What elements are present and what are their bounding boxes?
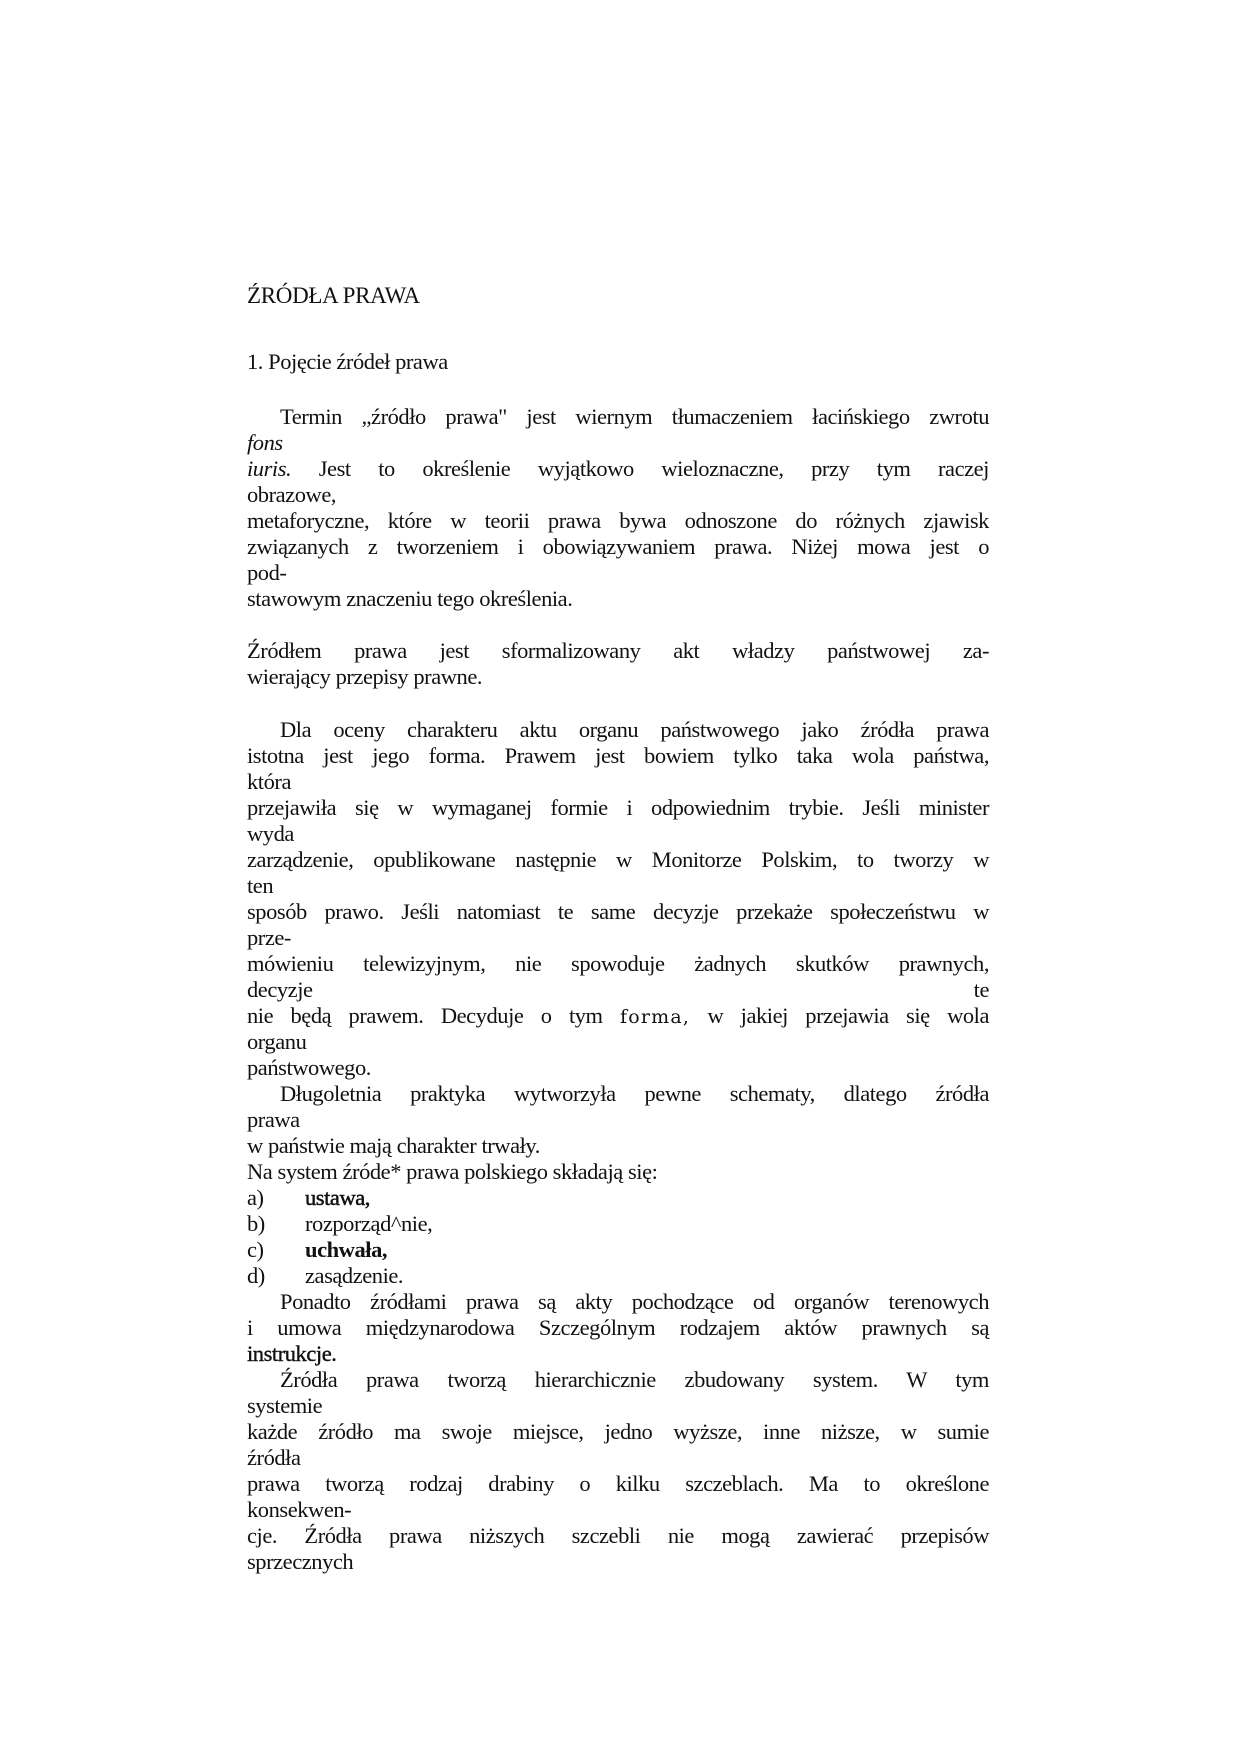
list-text: zasądzenie. bbox=[305, 1263, 404, 1288]
paragraph-line: państwowego. bbox=[247, 1055, 371, 1080]
paragraph-line: Źródła prawa tworzą hierarchicznie zbudowany system. W tym bbox=[280, 1367, 989, 1392]
paragraph-line: sprzecznych bbox=[247, 1549, 354, 1574]
paragraph-line: ten bbox=[247, 873, 274, 898]
paragraph-line: istotna jest jego forma. Prawem jest bowiem tylko taka wola państwa, bbox=[247, 743, 989, 768]
list-marker: d) bbox=[247, 1263, 265, 1288]
paragraph-text: te bbox=[973, 977, 989, 1002]
section-heading: 1. Pojęcie źródeł prawa bbox=[247, 349, 448, 374]
paragraph-line: metaforyczne, które w teorii prawa bywa odnoszone do różnych zjawisk bbox=[247, 508, 989, 533]
paragraph-line: wyda bbox=[247, 821, 294, 846]
paragraph-line: i umowa międzynarodowa Szczególnym rodzajem aktów prawnych są bbox=[247, 1315, 989, 1340]
paragraph-line: zarządzenie, opublikowane następnie w Monitorze Polskim, to tworzy w bbox=[247, 847, 989, 872]
paragraph-text: nie będą prawem. Decyduje o tym bbox=[247, 1003, 603, 1028]
paragraph-line bbox=[247, 1003, 989, 1030]
paragraph-line: każde źródło ma swoje miejsce, jedno wyższe, inne niższe, w sumie bbox=[247, 1419, 989, 1444]
paragraph-line: sposób prawo. Jeśli natomiast te same decyzje przekaże społeczeństwu w bbox=[247, 899, 989, 924]
list-text: rozporząd^nie, bbox=[305, 1211, 433, 1236]
latin-term: iuris. bbox=[247, 456, 292, 481]
paragraph-text: Jest to określenie wyjątkowo wieloznaczne, przy tym raczej bbox=[318, 456, 989, 481]
paragraph-line: związanych z tworzeniem i obowiązywaniem prawa. Niżej mowa jest o bbox=[247, 534, 989, 559]
paragraph-text: w jakiej przejawia się wola bbox=[707, 1003, 990, 1028]
paragraph-line: Na system źróde* prawa polskiego składają się: bbox=[247, 1159, 658, 1184]
list-item bbox=[247, 1237, 989, 1263]
document-title: ŹRÓDŁA PRAWA bbox=[247, 283, 420, 308]
list-item bbox=[247, 1211, 989, 1237]
paragraph-line: cje. Źródła prawa niższych szczebli nie mogą zawierać przepisów bbox=[247, 1523, 989, 1548]
latin-term: fons bbox=[247, 430, 283, 455]
paragraph-line: w państwie mają charakter trwały. bbox=[247, 1133, 540, 1158]
paragraph-line: systemie bbox=[247, 1393, 323, 1418]
list-text: ustawa, bbox=[305, 1185, 370, 1210]
list-item bbox=[247, 1263, 989, 1289]
paragraph-line bbox=[247, 456, 989, 482]
paragraph-line: pod- bbox=[247, 560, 287, 585]
paragraph-line: organu bbox=[247, 1029, 307, 1054]
paragraph-line: źródła bbox=[247, 1445, 301, 1470]
definition-line: Źródłem prawa jest sformalizowany akt władzy państwowej za- bbox=[247, 638, 989, 663]
paragraph-line: Ponadto źródłami prawa są akty pochodzące od organów terenowych bbox=[280, 1289, 989, 1314]
list-text: uchwała, bbox=[305, 1237, 388, 1262]
paragraph-line: Długoletnia praktyka wytworzyła pewne schematy, dlatego źródła bbox=[280, 1081, 989, 1106]
paragraph-line bbox=[247, 977, 989, 1003]
list-item bbox=[247, 1185, 989, 1211]
paragraph-line: przejawiła się w wymaganej formie i odpowiednim trybie. Jeśli minister bbox=[247, 795, 989, 820]
list-marker: a) bbox=[247, 1185, 264, 1210]
paragraph-line: obrazowe, bbox=[247, 482, 337, 507]
list-marker: b) bbox=[247, 1211, 265, 1236]
paragraph-line: mówieniu telewizyjnym, nie spowoduje żadnych skutków prawnych, bbox=[247, 951, 989, 976]
paragraph-line: konsekwen- bbox=[247, 1497, 352, 1522]
paragraph-line: prawa tworzą rodzaj drabiny o kilku szczeblach. Ma to określone bbox=[247, 1471, 989, 1496]
paragraph-line: która bbox=[247, 769, 291, 794]
paragraph-line: Dla oceny charakteru aktu organu państwowego jako źródła prawa bbox=[280, 717, 989, 742]
paragraph-text: decyzje bbox=[247, 977, 313, 1002]
definition-line: wierający przepisy prawne. bbox=[247, 664, 483, 689]
paragraph-line: instrukcje. bbox=[247, 1341, 337, 1366]
list-marker: c) bbox=[247, 1237, 264, 1262]
paragraph-line: stawowym znaczeniu tego określenia. bbox=[247, 586, 573, 611]
paragraph-line: prawa bbox=[247, 1107, 300, 1132]
paragraph-line: prze- bbox=[247, 925, 291, 950]
emphasized-term: forma, bbox=[620, 1006, 691, 1028]
paragraph-line: Termin „źródło prawa" jest wiernym tłumaczeniem łacińskiego zwrotu bbox=[280, 404, 989, 429]
